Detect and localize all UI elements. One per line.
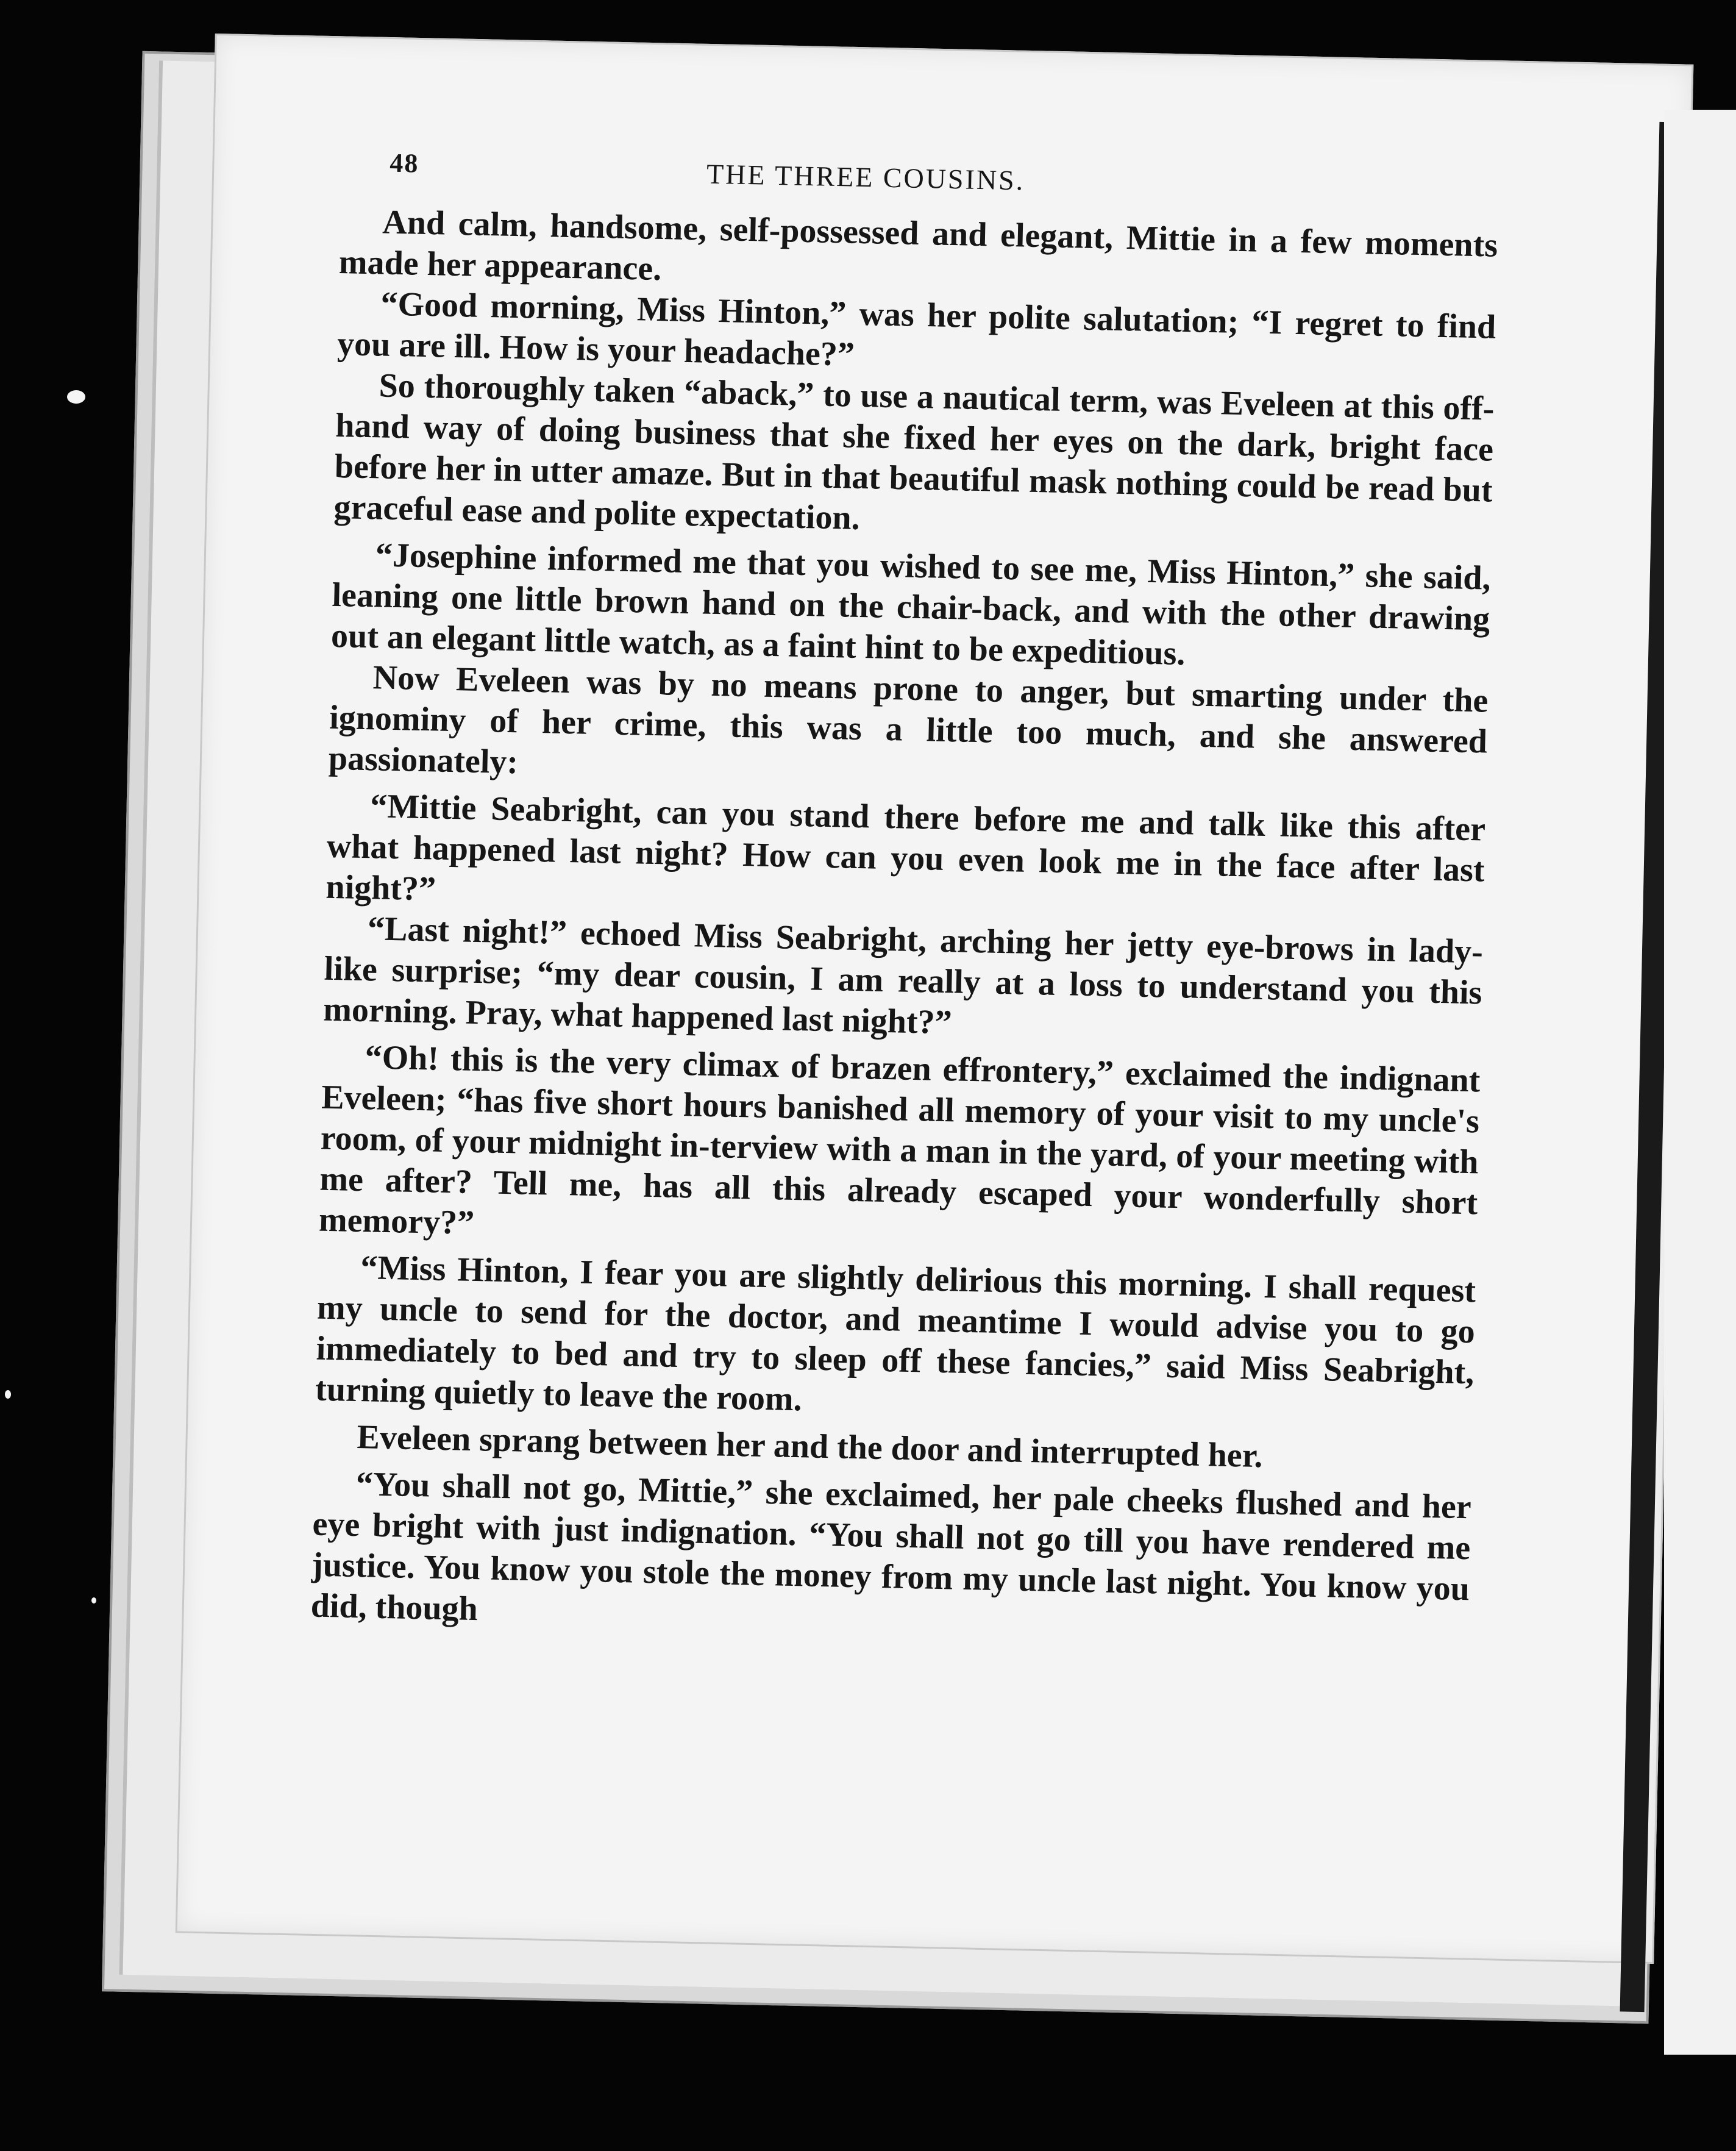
paragraph: “Miss Hinton, I fear you are slightly delirious this morning. I shall request my uncle to send for the doctor, and meantime I would advise you to go immediately to bed and try to sleep off these fancies,” said Miss Seabright, turning quietly to leave the room. xyxy=(315,1249,1476,1419)
page-text-block xyxy=(310,146,1499,1650)
paragraph: So thoroughly taken “aback,” to use a nautical term, was Eveleen at this off-hand way of doing business that she fixed her eyes on the dark, bright face before her in utter amaze. But in that beautiful mask nothing could be read but graceful ease and polite expectation. xyxy=(333,366,1495,537)
paragraph: “Oh! this is the very climax of brazen effrontery,” exclaimed the indignant Eveleen; “has five short hours banished all memory of your visit to my uncle's room, of your midnight in-terview with a man in the yard, of your meeting with me after? Tell me, has all this already escaped your wonderfully short memory?” xyxy=(318,1038,1481,1242)
body-text xyxy=(310,201,1498,1650)
page-number: 48 xyxy=(389,148,419,179)
running-title: THE THREE COUSINS. xyxy=(706,158,1025,196)
dust-speck xyxy=(5,1390,11,1399)
paragraph: “Josephine informed me that you wished to see me, Miss Hinton,” she said, leaning one little brown hand on the chair-back, and with the other drawing out an elegant little watch, as a faint hint to be expeditious. xyxy=(330,536,1492,673)
paragraph: “You shall not go, Mittie,” she exclaimed, her pale cheeks flushed and her eye bright with just indignation. “You shall not go till you have rendered me justice. You know you stole the money from my uncle last night. You know you did, though xyxy=(310,1464,1472,1628)
paragraph: And calm, handsome, self-possessed and elegant, Mittie in a few moments made her appearance. xyxy=(338,203,1498,288)
dust-speck xyxy=(67,390,85,404)
paragraph: Now Eveleen was by no means prone to anger, but smarting under the ignominy of her crime, this was a little too much, and she answered passionately: xyxy=(328,658,1489,782)
paragraph: “Last night!” echoed Miss Seabright, arching her jetty eye-brows in lady-like surprise; “my dear cousin, I am really at a loss to understand you this morning. Pray, what happened last night?” xyxy=(322,910,1484,1042)
paragraph: “Good morning, Miss Hinton,” was her polite salutation; “I regret to find you are ill. How is your headache?” xyxy=(336,285,1496,374)
dust-speck xyxy=(91,1597,96,1603)
paragraph: “Mittie Seabright, can you stand there before me and talk like this after what happened last night? How can you even look me in the face after last night?” xyxy=(325,787,1486,908)
paragraph: Eveleen sprang between her and the door and interrupted her. xyxy=(357,1418,1264,1475)
facing-page-edge xyxy=(1664,110,1736,2055)
